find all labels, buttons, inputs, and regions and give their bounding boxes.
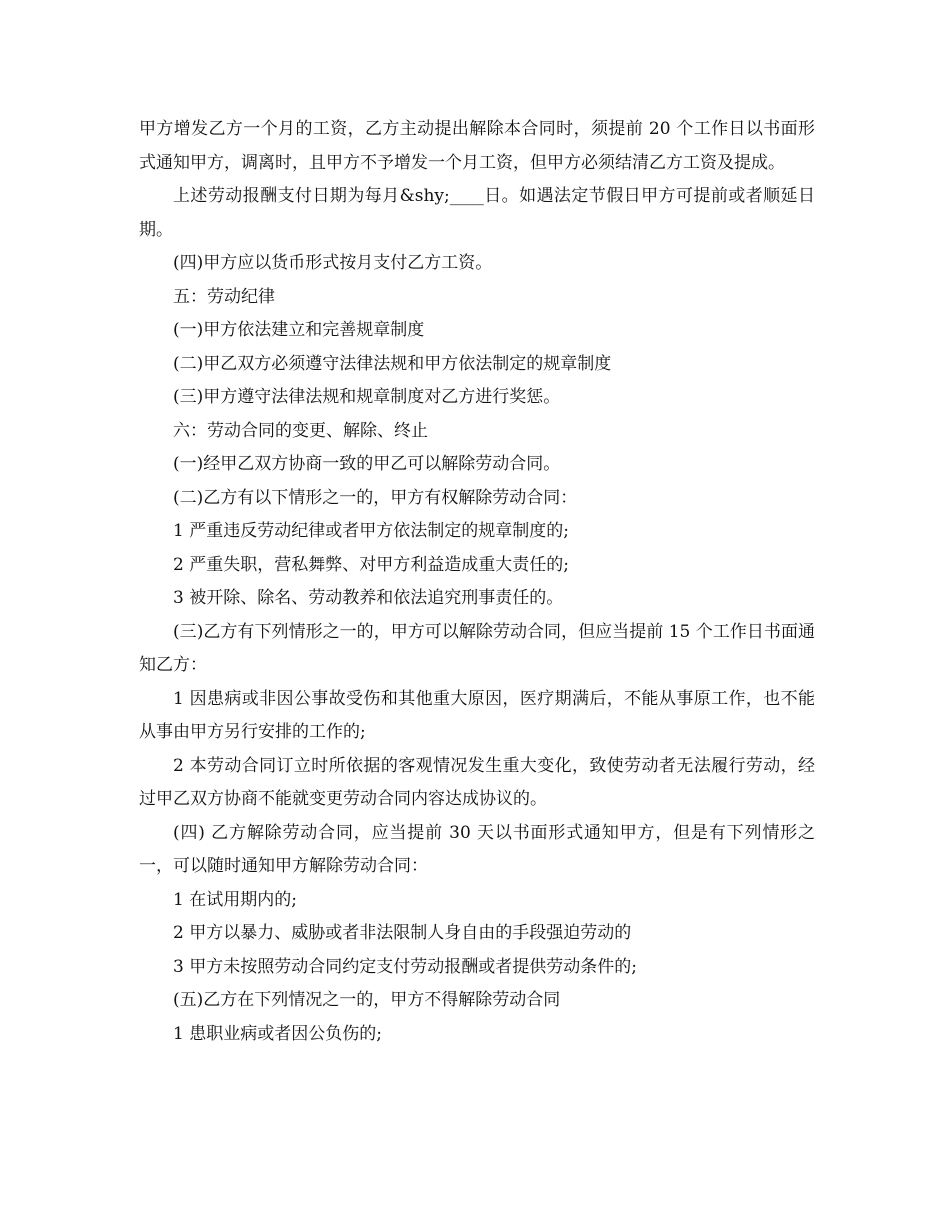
list-item: 2 甲方以暴力、威胁或者非法限制人身自由的手段强迫劳动的 xyxy=(173,923,632,943)
paragraph: (五)乙方在下列情况之一的，甲方不得解除劳动合同 xyxy=(173,990,561,1010)
paragraph: (三)甲方遵守法律法规和规章制度对乙方进行奖惩。 xyxy=(173,387,561,407)
list-item: 1 在试用期内的; xyxy=(173,889,297,910)
paragraph: 甲方增发乙方一个月的工资，乙方主动提出解除本合同时，须提前 20 个工作日以书面形式通知甲方，调离时，且甲方不予增发一个月工资，但甲方必须结清乙方工资及提成。 xyxy=(139,119,815,173)
list-item: 1 严重违反劳动纪律或者甲方依法制定的规章制度的; xyxy=(173,521,569,541)
list-item: 2 严重失职，营私舞弊、对甲方利益造成重大责任的; xyxy=(173,554,569,575)
section-heading: 五：劳动纪律 xyxy=(173,286,275,307)
document-body xyxy=(139,113,815,1051)
paragraph: (一)经甲乙双方协商一致的甲乙可以解除劳动合同。 xyxy=(173,454,561,474)
paragraph: (一)甲方依法建立和完善规章制度 xyxy=(173,320,425,340)
list-item: 3 甲方未按照劳动合同约定支付劳动报酬或者提供劳动条件的; xyxy=(173,956,637,977)
paragraph: (三)乙方有下列情形之一的，甲方可以解除劳动合同，但应当提前 15 个工作日书面通知乙方： xyxy=(139,621,815,675)
section-heading: 六：劳动合同的变更、解除、终止 xyxy=(173,420,428,441)
list-item: 3 被开除、除名、劳动教养和依法追究刑事责任的。 xyxy=(173,588,564,608)
paragraph: (四) 乙方解除劳动合同，应当提前 30 天以书面形式通知甲方，但是有下列情形之一，可以随时通知甲方解除劳动合同： xyxy=(139,822,815,876)
paragraph: (二)乙方有以下情形之一的，甲方有权解除劳动合同： xyxy=(173,487,578,508)
paragraph: (四)甲方应以货币形式按月支付乙方工资。 xyxy=(173,253,493,273)
list-item: 2 本劳动合同订立时所依据的客观情况发生重大变化，致使劳动者无法履行劳动，经过甲乙双方协商不能就变更劳动合同内容达成协议的。 xyxy=(139,755,815,809)
list-item: 1 因患病或非因公事故受伤和其他重大原因，医疗期满后，不能从事原工作，也不能从事由甲方另行安排的工作的; xyxy=(139,688,815,742)
paragraph: 上述劳动报酬支付日期为每月&shy;____日。如遇法定节假日甲方可提前或者顺延日期。 xyxy=(139,186,815,240)
list-item: 1 患职业病或者因公负伤的; xyxy=(173,1023,382,1044)
paragraph: (二)甲乙双方必须遵守法律法规和甲方依法制定的规章制度 xyxy=(173,353,612,374)
